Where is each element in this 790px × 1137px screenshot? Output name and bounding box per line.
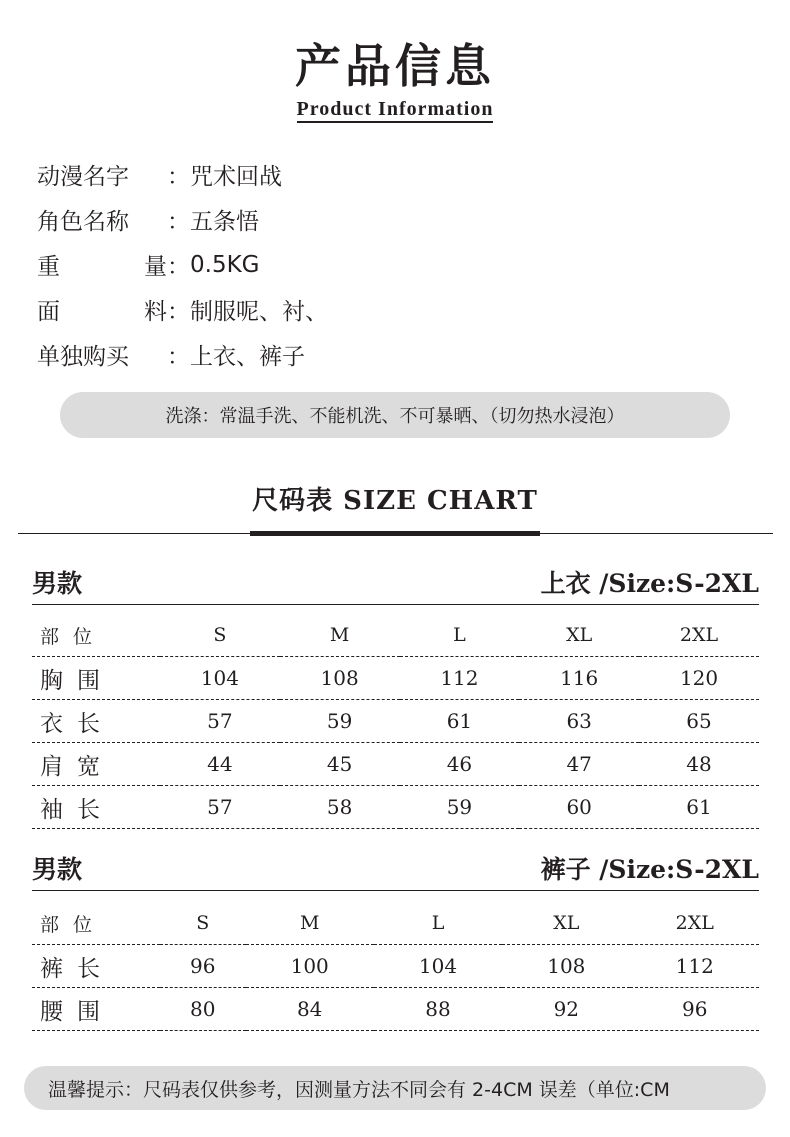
table-cell: 104 [160,657,280,700]
table-row [32,988,759,1031]
info-label-char: 料 [144,299,167,325]
info-value: 五条悟 [190,209,259,235]
table-header-row [32,902,759,945]
info-value: 0.5KG [190,251,260,278]
tops-gender: 男款 [32,569,83,598]
table-header-row [32,614,759,657]
size-header: S [160,902,246,945]
row-label: 袖长 [32,786,160,829]
info-colon: ： [167,164,190,190]
info-colon: ： [167,254,190,280]
size-chart-title: 尺码表 SIZE CHART [252,486,538,516]
header-label: 部位 [32,902,160,945]
size-header: 2XL [630,902,759,945]
table-cell: 57 [160,700,280,743]
pants-size-table [32,902,759,1031]
table-row [32,945,759,988]
table-cell: 57 [160,786,280,829]
size-tip-note: 温馨提示：尺码表仅供参考，因测量方法不同会有 2-4CM 误差（单位:CM [24,1066,766,1110]
table-cell: 112 [630,945,759,988]
info-value: 上衣、裤子 [190,344,305,370]
info-label [37,293,167,326]
size-header: 2XL [639,614,759,657]
info-label-char: 重 [37,254,60,280]
info-colon: ： [167,299,190,325]
pants-section-header [32,846,759,891]
info-row-fabric [37,287,328,332]
table-cell: 116 [519,657,639,700]
pants-gender: 男款 [32,855,83,884]
size-header: L [374,902,502,945]
info-value: 咒术回战 [190,164,282,190]
table-cell: 60 [519,786,639,829]
size-header: M [246,902,374,945]
info-row-character [37,197,328,242]
info-label: 单独购买 [37,344,129,370]
table-cell: 104 [374,945,502,988]
info-row-weight [37,242,328,287]
info-colon: ： [167,209,190,235]
info-label [37,248,167,281]
pants-garment: 裤子 /Size:S-2XL [540,855,759,884]
table-cell: 63 [519,700,639,743]
table-row [32,743,759,786]
table-row [32,657,759,700]
size-header: L [400,614,520,657]
table-cell: 58 [280,786,400,829]
wash-instructions: 洗涤：常温手洗、不能机洗、不可暴晒、（切勿热水浸泡） [60,392,730,438]
info-row-anime [37,152,328,197]
row-label: 腰围 [32,988,160,1031]
table-cell: 84 [246,988,374,1031]
info-label-char: 面 [37,299,60,325]
table-cell: 120 [639,657,759,700]
size-header: XL [502,902,630,945]
row-label: 胸围 [32,657,160,700]
table-cell: 47 [519,743,639,786]
table-cell: 46 [400,743,520,786]
table-row [32,700,759,743]
product-info-list [37,152,328,377]
divider-accent [250,531,540,536]
header-label: 部位 [32,614,160,657]
size-header: XL [519,614,639,657]
info-value: 制服呢、衬、 [190,299,328,325]
info-colon: ： [167,344,190,370]
table-cell: 44 [160,743,280,786]
table-cell: 100 [246,945,374,988]
table-cell: 61 [639,786,759,829]
table-cell: 108 [502,945,630,988]
table-cell: 96 [630,988,759,1031]
table-row [32,786,759,829]
page-title: 产品信息 [295,39,495,93]
tops-garment: 上衣 /Size:S-2XL [540,569,759,598]
table-cell: 48 [639,743,759,786]
tops-section-header [32,560,759,605]
size-header: M [280,614,400,657]
info-label-char: 量 [144,254,167,280]
row-label: 肩宽 [32,743,160,786]
page-subtitle-text: Product Information [297,98,494,123]
info-label: 动漫名字 [37,164,129,190]
table-cell: 59 [280,700,400,743]
table-cell: 92 [502,988,630,1031]
info-row-purchase [37,332,328,377]
table-cell: 88 [374,988,502,1031]
size-header: S [160,614,280,657]
table-cell: 80 [160,988,246,1031]
table-cell: 59 [400,786,520,829]
table-cell: 65 [639,700,759,743]
row-label: 裤长 [32,945,160,988]
tops-size-table [32,614,759,829]
table-cell: 96 [160,945,246,988]
row-label: 衣长 [32,700,160,743]
table-cell: 112 [400,657,520,700]
table-cell: 61 [400,700,520,743]
page-subtitle [0,98,790,121]
info-label: 角色名称 [37,209,129,235]
table-cell: 45 [280,743,400,786]
table-cell: 108 [280,657,400,700]
